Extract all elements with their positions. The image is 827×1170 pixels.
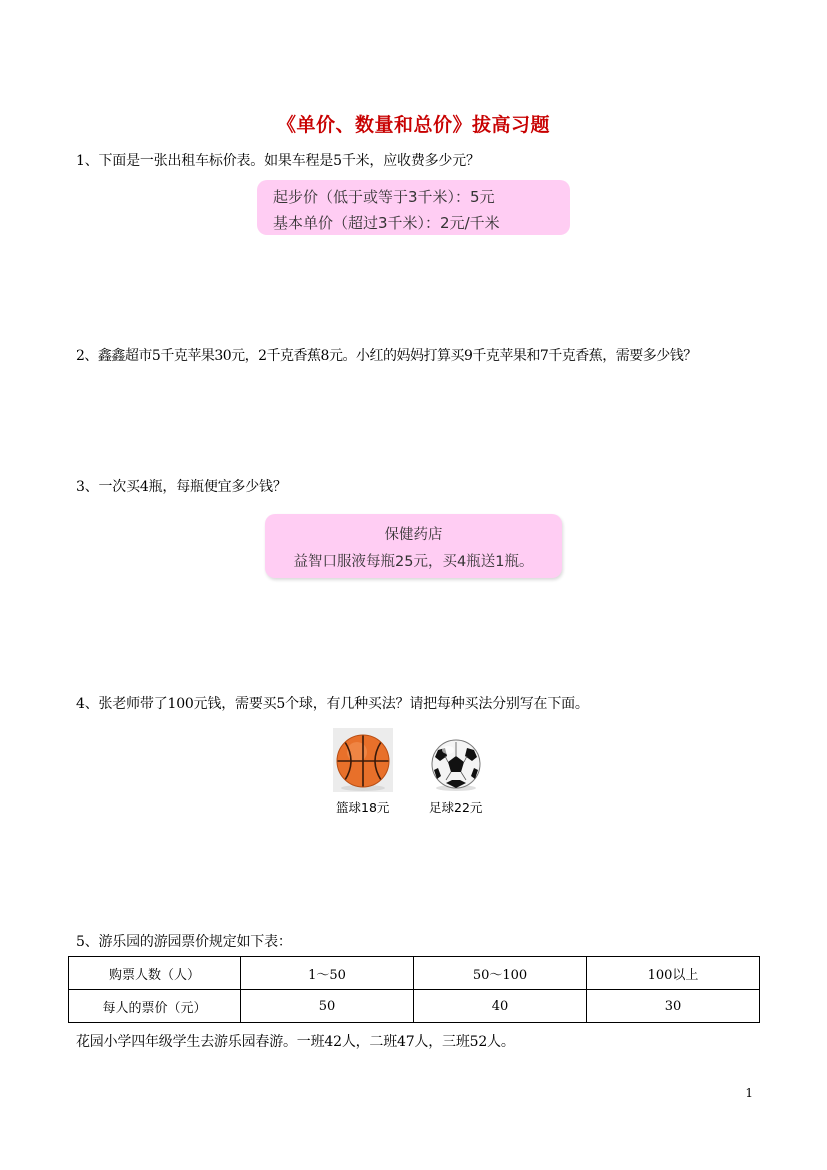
- table-cell: 30: [586, 990, 759, 1023]
- soccer-ball-caption: 足球22元: [429, 800, 483, 815]
- table-cell: 40: [414, 990, 587, 1023]
- basketball-icon: [333, 728, 393, 792]
- table-row: [69, 990, 760, 1023]
- taxi-fare-board: [257, 180, 570, 235]
- soccer-ball-icon: [426, 728, 486, 792]
- table-cell: 1～50: [241, 957, 414, 990]
- table-cell: 购票人数（人）: [69, 957, 241, 990]
- question-2-text: 2、鑫鑫超市5千克苹果30元，2千克香蕉8元。小红的妈妈打算买9千克苹果和7千克香蕉，需要多少钱？: [76, 348, 697, 364]
- page-title: 《单价、数量和总价》拔高习题: [276, 114, 550, 136]
- taxi-fare-line-2: 基本单价（超过3千米）：2元/千米: [273, 214, 500, 232]
- table-cell: 50～100: [414, 957, 587, 990]
- ticket-price-table: [68, 956, 760, 1023]
- pharmacy-offer: 益智口服液每瓶25元，买4瓶送1瓶。: [293, 554, 534, 570]
- question-3-text: 3、一次买4瓶，每瓶便宜多少钱？: [76, 479, 287, 495]
- question-1-text: 1、下面是一张出租车标价表。如果车程是5千米，应收费多少元？: [76, 153, 480, 169]
- table-cell: 100以上: [586, 957, 759, 990]
- table-cell: 每人的票价（元）: [69, 990, 241, 1023]
- table-row: [69, 957, 760, 990]
- question-5-note: 花园小学四年级学生去游乐园春游。一班42人，二班47人，三班52人。: [76, 1034, 515, 1050]
- question-5-text: 5、游乐园的游园票价规定如下表：: [76, 934, 292, 950]
- page-number: 1: [745, 1086, 753, 1100]
- taxi-fare-line-1: 起步价（低于或等于3千米）：5元: [273, 188, 495, 206]
- pharmacy-name: 保健药店: [384, 527, 443, 543]
- basketball-caption: 篮球18元: [336, 800, 390, 815]
- question-4-text: 4、张老师带了100元钱，需要买5个球，有几种买法？请把每种买法分别写在下面。: [76, 696, 589, 712]
- pharmacy-sign: [265, 514, 562, 578]
- table-cell: 50: [241, 990, 414, 1023]
